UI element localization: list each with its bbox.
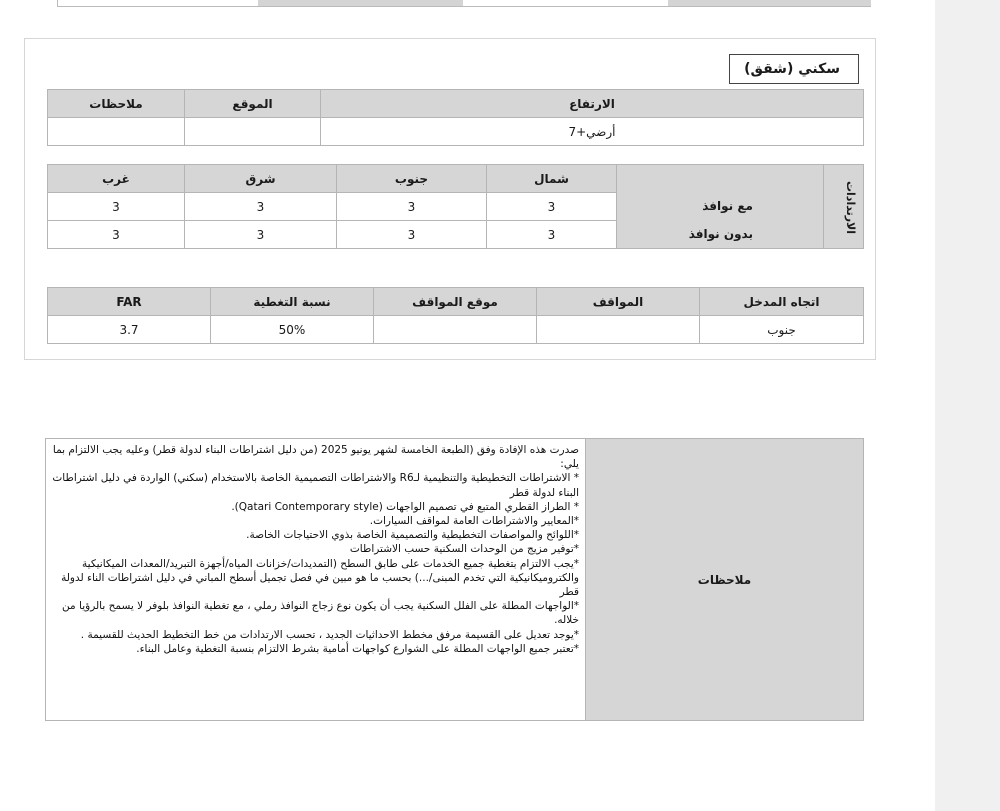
zoning-panel	[24, 38, 876, 360]
notes-cell	[48, 118, 185, 146]
west-header: غرب	[48, 165, 185, 193]
location-header: الموقع	[185, 90, 321, 118]
header-cell-fragment	[668, 0, 871, 6]
notes-table	[45, 438, 864, 721]
far-header: FAR	[48, 288, 211, 316]
header-cell-fragment	[258, 0, 463, 6]
parking-value	[537, 316, 700, 344]
height-table-header	[48, 90, 864, 118]
coverage-value: 50%	[211, 316, 374, 344]
notes-header: ملاحظات	[48, 90, 185, 118]
north-header: شمال	[487, 165, 617, 193]
height-table-row	[48, 118, 864, 146]
height-header: الارتفاع	[321, 90, 864, 118]
window-type-labels	[617, 165, 824, 249]
parking-header: المواقف	[537, 288, 700, 316]
setbacks-header-row	[48, 165, 864, 193]
right-sidebar	[935, 0, 1000, 811]
south-header: جنوب	[337, 165, 487, 193]
setbacks-side-label: الارتدادات	[844, 180, 858, 234]
land-use-badge: سكني (شقق)	[729, 54, 859, 84]
far-table	[47, 287, 864, 344]
setback-value: 3	[337, 193, 487, 221]
without-windows-label: بدون نوافذ	[688, 227, 753, 241]
setback-value: 3	[337, 221, 487, 249]
height-table	[47, 89, 864, 146]
location-cell	[185, 118, 321, 146]
setback-value: 3	[48, 221, 185, 249]
height-cell: أرضي+7	[321, 118, 864, 146]
entrance-direction-header: اتجاه المدخل	[700, 288, 864, 316]
setback-value: 3	[48, 193, 185, 221]
notes-content: صدرت هذه الإفادة وفق (الطبعة الخامسة لشهر يونيو 2025 (من دليل اشتراطات البناء لدولة قطر) وعليه يجب الالتزام بما يلي: * الاشتراطات التخطيطية والتنظيمية لـR6 والاشتراطات التصميمية الخاصة بالاستخدام (سكني) الواردة في دليل اشتراطات البناء لدولة قطر * الطراز القطري المتبع في تصميم الواجهات (Qatari Contemporary style). *المعايير والاشتراطات العامة لمواقف السيارات. *اللوائح والمواصفات التخطيطية والتصميمية الخاصة بذوي الاحتياجات الخاصة. *توفير مزيج من الوحدات السكنية حسب الاشتراطات *يجب الالتزام بتغطية جميع الخدمات على طابق السطح (التمديدات/خزانات المياه/أجهزة التبريد/المعدات الميكانيكية والكتروميكانيكية التي تخدم المبنى/...) بحسب ما هو مبين في فصل تجميل أسطح المباني في دليل اشتراطات الناء لدولة قطر *الواجهات المطلة على الفلل السكنية يجب أن يكون نوع زجاج النوافذ رملي ، مع تغطية النوافذ بلوفر لا يسمح بالرؤيا من خلاله. *يوجد تعديل على القسيمة مرفق مخطط الاحداثيات الجديد ، تحسب الارتدادات من خط التخطيط الحديث للقسيمة . *تعتبر جميع الواجهات المطلة على الشوارع كواجهات أمامية بشرط الالتزام بنسبة التغطية وعامل البناء.	[46, 439, 586, 721]
with-windows-label: مع نوافذ	[702, 199, 753, 213]
parking-location-header: موقع المواقف	[374, 288, 537, 316]
parking-location-value	[374, 316, 537, 344]
entrance-direction-value: جنوب	[700, 316, 864, 344]
far-value-row	[48, 316, 864, 344]
coverage-header: نسبة التغطية	[211, 288, 374, 316]
setback-value: 3	[185, 193, 337, 221]
setbacks-table	[47, 164, 864, 249]
far-header-row	[48, 288, 864, 316]
setbacks-side-label-cell	[824, 165, 864, 249]
setback-value: 3	[487, 221, 617, 249]
previous-table-edge	[57, 0, 871, 7]
setback-value: 3	[185, 221, 337, 249]
east-header: شرق	[185, 165, 337, 193]
far-value: 3.7	[48, 316, 211, 344]
setback-value: 3	[487, 193, 617, 221]
notes-row	[46, 439, 864, 721]
notes-label: ملاحظات	[586, 439, 864, 721]
